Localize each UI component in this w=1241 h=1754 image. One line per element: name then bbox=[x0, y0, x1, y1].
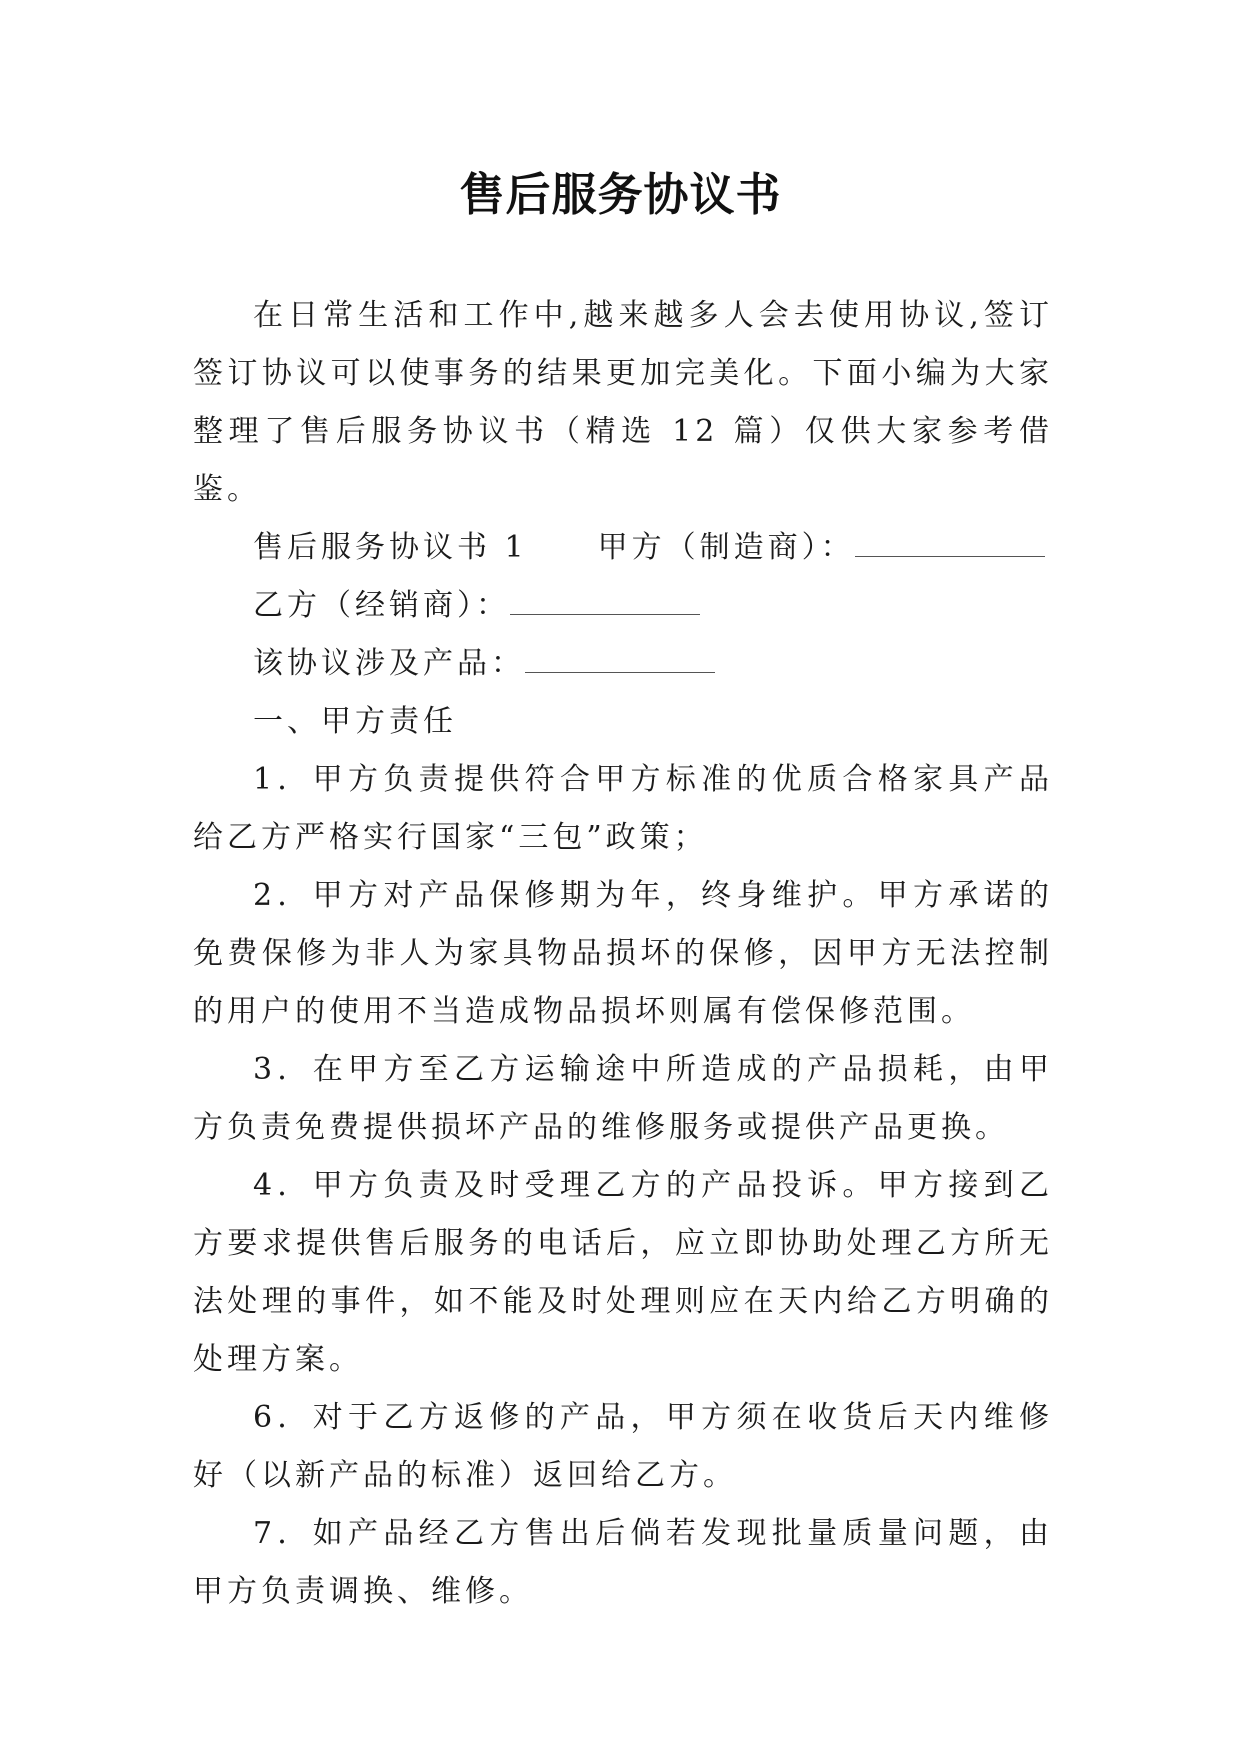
party-b-line bbox=[193, 577, 1053, 635]
party-b-label: 乙方（经销商）： bbox=[253, 588, 510, 623]
clause-4: 4．甲方负责及时受理乙方的产品投诉。甲方接到乙方要求提供售后服务的电话后，应立即协助处理乙方所无法处理的事件，如不能及时处理则应在天内给乙方明确的处理方案。 bbox=[193, 1168, 1053, 1377]
product-line bbox=[193, 635, 1053, 693]
clause-2: 2．甲方对产品保修期为年，终身维护。甲方承诺的免费保修为非人为家具物品损坏的保修，因甲方无法控制的用户的使用不当造成物品损坏则属有偿保修范围。 bbox=[193, 878, 1053, 1029]
clause-7: 7．如产品经乙方售出后倘若发现批量质量问题，由甲方负责调换、维修。 bbox=[193, 1516, 1053, 1609]
party-a-label: 甲方（制造商）： bbox=[597, 530, 855, 565]
section-heading: 一、甲方责任 bbox=[253, 704, 457, 739]
intro-paragraph: 在日常生活和工作中,越来越多人会去使用协议,签订签订协议可以使事务的结果更加完美化。下面小编为大家整理了售后服务协议书（精选 12 篇）仅供大家参考借鉴。 bbox=[193, 298, 1053, 507]
clause-6: 6．对于乙方返修的产品，甲方须在收货后天内维修好（以新产品的标准）返回给乙方。 bbox=[193, 1400, 1053, 1493]
product-label: 该协议涉及产品： bbox=[253, 646, 525, 681]
product-blank bbox=[525, 638, 715, 673]
agreement-heading: 售后服务协议书 1 bbox=[253, 530, 528, 565]
document-body bbox=[193, 287, 1053, 1621]
document-title: 售后服务协议书 bbox=[459, 168, 782, 221]
agreement-header-line bbox=[193, 519, 1053, 577]
party-a-blank bbox=[855, 522, 1045, 557]
clause-3: 3．在甲方至乙方运输途中所造成的产品损耗，由甲方负责免费提供损坏产品的维修服务或提供产品更换。 bbox=[193, 1052, 1053, 1145]
clause-1: 1．甲方负责提供符合甲方标准的优质合格家具产品给乙方严格实行国家“三包”政策； bbox=[193, 762, 1053, 855]
party-b-blank bbox=[510, 580, 700, 615]
